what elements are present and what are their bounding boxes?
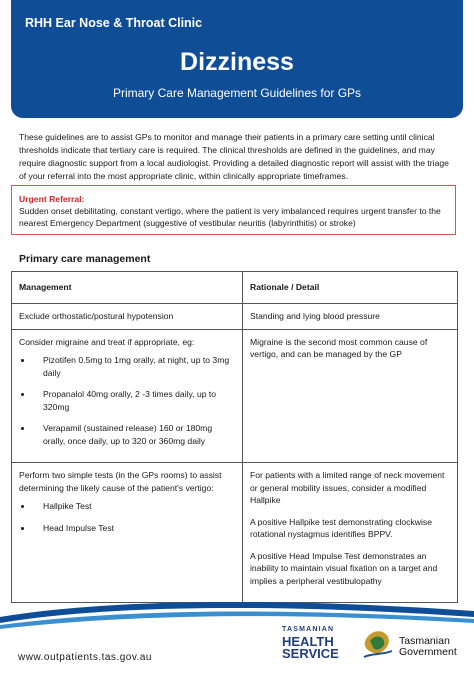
logo-text: Tasmanian [399,635,450,647]
list-item: • Verapamil (sustained release) 160 or 180mg orally, once daily, up to 320 or 360mg daily [33,422,235,447]
table-cell: Standing and lying blood pressure [243,304,458,330]
table-cell [12,463,243,603]
clinic-name: RHH Ear Nose & Throat Clinic [25,16,203,30]
table-header-rationale: Rationale / Detail [243,272,458,304]
header-banner [11,0,463,118]
list-item: • Head Impulse Test [33,522,235,535]
cell-text: Perform two simple tests (in the GPs rooms) to assist determining the likely cause of the patient's vertigo: [19,470,222,493]
page-title: Dizziness [180,48,294,76]
section-title: Primary care management [19,253,151,265]
cell-paragraph: For patients with a limited range of neck movement or general mobility issues, consider a modified Hallpike [250,470,445,505]
table-row [12,463,458,603]
table-cell: Migraine is the second most common cause of vertigo, and can be managed by the GP [243,329,458,463]
tasmanian-health-service-logo [282,624,339,660]
table-row [12,329,458,463]
list-item: • Hallpike Test [33,500,235,513]
urgent-referral-title: Urgent Referral: [19,194,85,204]
table-cell [243,463,458,603]
cell-paragraph: A positive Hallpike test demonstrating clockwise rotational nystagmus identifies BPPV. [250,516,432,539]
urgent-referral-text: Sudden onset debilitating, constant vertigo, where the patient is very imbalanced requires urgent transfer to the nearest Emergency Department (suggestive of vestibular neuritis (labyrinthitis) or stroke) [19,206,441,228]
list-item: • Pizotifen 0.5mg to 1mg orally, at night, up to 3mg daily [33,354,235,379]
intro-paragraph: These guidelines are to assist GPs to monitor and manage their patients in a primary care setting until clinical thresholds indicate that tertiary care is required. The clinical thresholds are defined in the guidelines, and may require diagnostic support from a local audiologist. Providing a detailed diagnostic report will assist with the triage of your referral into the most appropriate clinic, within clinically appropriate timeframes. [19,132,449,181]
cell-text: Consider migraine and treat if appropriate, eg: [19,336,195,347]
tests-list [19,500,235,534]
urgent-referral-box [11,185,456,235]
management-table [11,271,458,603]
table-header-row [12,272,458,304]
logo-text: TASMANIAN [282,626,335,633]
cell-paragraph: A positive Head Impulse Test demonstrates an inability to maintain visual fixation on a target and implies a peripheral vestibulopathy [250,550,438,586]
page-subtitle: Primary Care Management Guidelines for GPs [112,86,362,100]
tasmanian-government-logo [399,636,457,658]
logo-text: Government [399,646,457,658]
website-url: www.outpatients.tas.gov.au [18,652,152,663]
table-row [12,304,458,330]
logo-text: HEALTH [282,634,334,649]
medication-list [19,354,235,447]
table-header-management: Management [12,272,243,304]
list-item: • Propanalol 40mg orally, 2 -3 times daily, up to 320mg [33,388,235,413]
logo-text: SERVICE [282,646,339,661]
table-cell [12,329,243,463]
table-cell: Exclude orthostatic/postural hypotension [12,304,243,330]
